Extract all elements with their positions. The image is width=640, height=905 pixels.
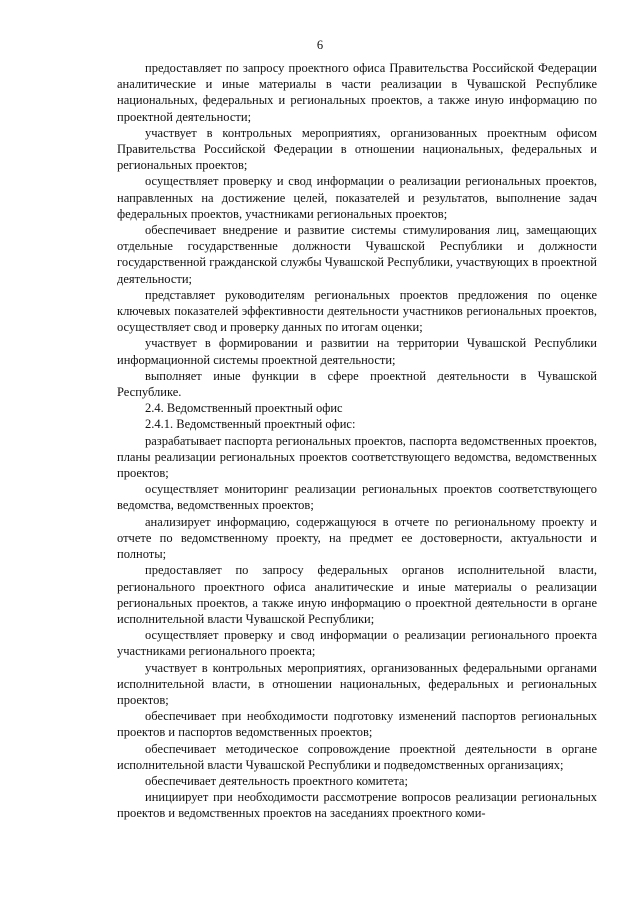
paragraph: осуществляет проверку и свод информации о реализации региональных проектов, направленных на достижение целей, показателей и результатов, выполнение задач федеральных проектов, участниками региональных проектов; (117, 174, 597, 221)
paragraph: разрабатывает паспорта региональных проектов, паспорта ведомственных проектов, планы реализации региональных проектов соответствующего ведомства, ведомственных проектов; (117, 433, 597, 481)
document-body (117, 60, 597, 822)
paragraph: обеспечивает при необходимости подготовку изменений паспортов региональных проектов и паспортов ведомственных проектов; (117, 709, 597, 740)
paragraph: осуществляет проверку и свод информации о реализации регионального проекта участниками регионального проекта; (117, 628, 597, 659)
paragraph: обеспечивает методическое сопровождение проектной деятельности в органе исполнительной власти Чувашской Республики и подведомственных организациях; (117, 741, 597, 772)
paragraph: участвует в контрольных мероприятиях, организованных проектным офисом Правительства Российской Федерации в отношении национальных, федеральных и региональных проектов; (117, 125, 597, 173)
page-number: 6 (316, 38, 324, 52)
paragraph: предоставляет по запросу проектного офиса Правительства Российской Федерации аналитические и иные материалы в части реализации в Чувашской Республике национальных, федеральных и региональных проектов, а также иную информацию по проектной деятельности; (117, 61, 597, 124)
paragraph: обеспечивает деятельность проектного комитета; (145, 773, 408, 788)
paragraph: выполняет иные функции в сфере проектной деятельности в Чувашской Республике. (117, 368, 597, 400)
paragraph: представляет руководителям региональных проектов предложения по оценке ключевых показателей эффективности деятельности участников региональных проектов, осуществляет свод и проверку данных по итогам оценки; (117, 287, 597, 335)
section-heading: 2.4. Ведомственный проектный офис (145, 401, 343, 416)
paragraph: инициирует при необходимости рассмотрение вопросов реализации региональных проектов и ведомственных проектов на заседаниях проектного коми- (117, 790, 597, 821)
paragraph: участвует в формировании и развитии на территории Чувашской Республики информационной системы проектной деятельности; (117, 336, 597, 367)
paragraph: обеспечивает внедрение и развитие системы стимулирования лиц, замещающих отдельные государственные должности Чувашской Республики и должности государственной гражданской службы Чувашской Республики, участвующих в проектной деятельности; (117, 223, 597, 286)
subsection-heading: 2.4.1. Ведомственный проектный офис: (145, 417, 356, 432)
paragraph: участвует в контрольных мероприятиях, организованных федеральными органами исполнительной власти, в отношении национальных, федеральных и региональных проектов; (117, 660, 597, 707)
paragraph: анализирует информацию, содержащуюся в отчете по региональному проекту и отчете по ведомственному проекту, на предмет ее достоверности, актуальности и полноты; (117, 514, 597, 562)
paragraph: осуществляет мониторинг реализации региональных проектов соответствующего ведомства, ведомственных проектов; (117, 482, 597, 513)
paragraph: предоставляет по запросу федеральных органов исполнительной власти, регионального проектного офиса аналитические и иные материалы о реализации региональных проектов, а также иную информацию о проектной деятельности в органе исполнительной власти Чувашской Республики; (117, 563, 597, 626)
